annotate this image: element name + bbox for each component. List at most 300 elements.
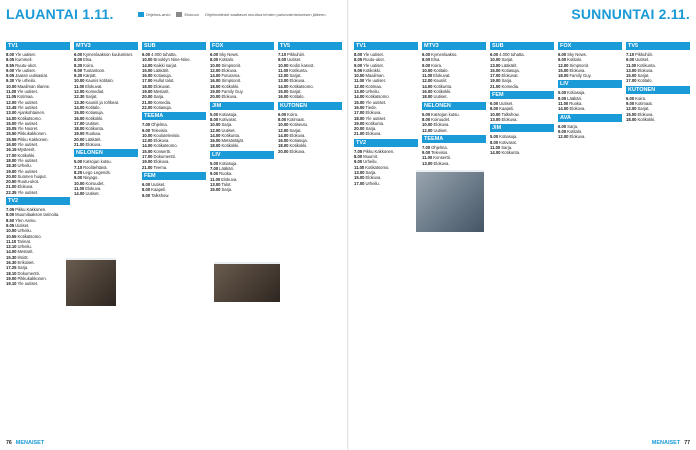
channel-header: SUB: [490, 42, 554, 50]
program-title: Pikkuhiiri.: [635, 52, 654, 57]
page-fold: [347, 0, 349, 450]
program-time: 6.00: [490, 101, 499, 107]
program-title: Kotiasuja.: [153, 104, 172, 110]
program-title: Kotikokki.: [433, 89, 452, 95]
program-title: Kotimaa.: [17, 94, 34, 100]
program-title: Kotikokki.: [363, 67, 382, 73]
program-time: 12.30: [74, 94, 85, 100]
program-time: 12.00: [422, 78, 433, 84]
program-row: [278, 149, 342, 154]
program-title: Dokumentti.: [153, 154, 176, 160]
program-title: Kotimaat.: [287, 116, 305, 122]
program-title: Katsojan kutsu.: [83, 159, 112, 165]
program-title: Simpsonit.: [221, 78, 242, 84]
program-title: Hullut talot.: [153, 78, 175, 84]
program-time: 11.00: [354, 164, 365, 170]
program-time: 18.00: [422, 94, 433, 100]
program-time: 11.00: [278, 67, 289, 73]
program-row: [142, 193, 206, 198]
program-time: 9.05: [354, 67, 363, 73]
program-time: 15.55: [6, 136, 17, 142]
program-time: 14.00: [490, 150, 501, 156]
program-title: Konsertti.: [433, 155, 451, 161]
program-time: 12.00: [142, 138, 153, 144]
program-time: 17.00: [490, 73, 501, 79]
program-title: Kotimaa.: [365, 83, 383, 89]
program-title: Kotikatsomo.: [365, 164, 390, 170]
program-time: 7.00: [142, 122, 151, 128]
program-title: Sarja.: [365, 169, 377, 175]
program-time: 20.00: [6, 173, 17, 179]
program-title: Yle uutiset.: [365, 99, 387, 105]
program-title: Uutiset.: [85, 191, 100, 197]
program-title: Brooklyn Nine-Nine.: [153, 57, 191, 63]
program-title: Elokuva.: [221, 94, 238, 100]
program-title: Yle uutiset.: [17, 89, 38, 95]
program-title: Muumilaakson tarinoita.: [15, 212, 60, 218]
program-title: Uutiset.: [433, 127, 448, 133]
program-row: [142, 105, 206, 110]
brand-right: MENAISET: [651, 440, 681, 446]
program-title: Yle uutiset.: [17, 99, 39, 105]
program-title: Elokuva.: [501, 116, 518, 122]
program-time: 16.00: [278, 94, 289, 100]
program-title: Kotitalo.: [219, 57, 235, 63]
program-title: Lääkäri.: [219, 166, 235, 172]
program-time: 19.00: [6, 275, 17, 281]
program-title: Sky News.: [567, 52, 587, 57]
channel-header: FOX: [558, 42, 622, 50]
program-title: Kotikatsomo.: [289, 83, 314, 89]
program-time: 18.00: [210, 143, 221, 149]
program-time: 21.00: [142, 164, 153, 170]
channel-header: TEEMA: [422, 135, 486, 143]
program-title: Elokuva.: [153, 138, 170, 144]
program-title: Kotikatsomo.: [17, 115, 42, 121]
program-title: Kotiasuja.: [219, 111, 238, 117]
program-time: 14.00: [142, 143, 153, 149]
program-title: Koulutelevisio.: [153, 132, 181, 138]
program-title: Uutiset.: [635, 57, 650, 63]
program-title: Kotitalo.: [289, 94, 305, 100]
program-row: [558, 73, 622, 78]
program-time: 14.00: [74, 104, 85, 110]
program-time: 18.30: [6, 163, 17, 169]
program-title: Uutiset.: [85, 120, 100, 126]
program-title: Talkshow.: [151, 192, 170, 198]
program-title: Pikku Kakkonen.: [363, 148, 395, 154]
program-title: Lego Legends.: [83, 169, 111, 175]
channel-header: TV5: [626, 42, 690, 50]
program-title: Kotitalo.: [567, 57, 583, 63]
channel-header: TV1: [6, 42, 70, 50]
page-number-left: 76: [6, 440, 12, 446]
program-title: Sarja.: [501, 144, 513, 150]
program-title: Ruutu-ukot.: [15, 62, 37, 68]
program-time: 21.00: [354, 131, 365, 137]
program-time: 9.30: [74, 73, 83, 79]
program-time: 15.00: [354, 175, 365, 181]
channel-header: LIV: [558, 80, 622, 88]
program-time: 13.00: [354, 89, 365, 95]
program-time: 8.00: [6, 212, 15, 218]
program-row: [278, 94, 342, 99]
program-title: Yle uutiset.: [15, 52, 36, 57]
program-title: Yle uutiset.: [17, 157, 39, 163]
program-title: Muumit.: [363, 154, 379, 160]
program-time: 13.00: [490, 62, 501, 68]
program-title: Urheilu.: [365, 89, 380, 95]
program-time: 12.10: [6, 244, 17, 250]
program-title: Kotiasuja.: [289, 138, 308, 144]
program-title: Urheilu.: [17, 228, 32, 234]
program-time: 7.05: [6, 207, 15, 213]
channel-header: SUB: [142, 42, 206, 50]
program-time: 12.00: [354, 83, 365, 89]
program-title: Ruutu-ukot.: [363, 57, 385, 63]
program-row: [210, 187, 274, 192]
program-title: Kotikunta.: [85, 126, 105, 132]
program-title: Komedia.: [153, 99, 172, 105]
program-time: 6.00: [210, 52, 219, 57]
program-row: [6, 190, 70, 195]
program-title: Konsertti.: [153, 148, 172, 154]
program-time: 8.00: [490, 106, 499, 112]
program-title: Yle uutiset.: [15, 67, 36, 73]
program-time: 8.25: [74, 169, 83, 175]
program-time: 9.00: [74, 175, 83, 181]
program-title: Kotikokki.: [289, 143, 308, 149]
program-time: 15.50: [6, 131, 17, 137]
program-time: 5.00: [558, 90, 567, 96]
program-title: Elokuva.: [569, 67, 586, 73]
program-title: Pikku Kakkonen.: [15, 207, 47, 213]
program-title: Kotikatsomo.: [153, 143, 178, 149]
program-time: 11.10: [6, 238, 17, 244]
program-row: [74, 191, 138, 196]
program-time: 20.00: [354, 126, 365, 132]
program-time: 12.00: [422, 127, 433, 133]
program-time: 19.00: [354, 120, 365, 126]
schedule-column: [210, 40, 274, 432]
program-title: Televisio.: [431, 150, 449, 156]
program-time: 9.05: [6, 222, 15, 228]
program-time: 15.00: [210, 187, 221, 193]
program-time: 20.00: [142, 94, 153, 100]
program-title: Kotitalo.: [85, 104, 101, 110]
program-title: Kotivarat.: [499, 139, 517, 145]
program-title: Tiede.: [365, 104, 377, 110]
program-title: Kymenlaakso.: [431, 52, 458, 57]
program-title: Komediat.: [85, 89, 105, 95]
program-title: Kotikatsomo.: [365, 94, 390, 100]
program-time: 5.00: [210, 111, 219, 117]
program-time: 12.00: [6, 99, 17, 105]
program-title: Elokuvat.: [85, 83, 103, 89]
program-time: 6.00: [558, 123, 567, 129]
program-title: Kauniit.: [433, 78, 448, 84]
program-title: Kotitalo.: [433, 67, 449, 73]
program-time: 11.00: [74, 83, 85, 89]
program-title: Elokuva.: [17, 184, 34, 190]
program-title: Yle uutiset.: [363, 62, 384, 68]
channel-header: MTV3: [74, 42, 138, 50]
program-time: 11.05: [6, 94, 17, 100]
program-time: 8.55: [6, 62, 15, 68]
program-time: 19.00: [490, 78, 501, 84]
program-title: Kotikokki.: [221, 83, 240, 89]
program-title: Sarjat.: [289, 73, 302, 79]
program-time: 5.00: [210, 160, 219, 166]
program-time: 16.00: [278, 138, 289, 144]
program-title: Elokuva.: [289, 132, 306, 138]
program-time: 19.00: [210, 89, 221, 95]
program-time: 13.00: [278, 78, 289, 84]
program-title: Ohjelma.: [431, 144, 448, 150]
program-row: [354, 181, 418, 186]
program-title: Elokuva.: [365, 175, 382, 181]
program-time: 10.00: [74, 180, 85, 186]
program-title: Lääkärit.: [153, 67, 170, 73]
program-title: Yle urheilu.: [15, 78, 37, 84]
program-title: 4.000 tuhatta.: [499, 52, 525, 57]
program-title: Elokuva.: [569, 134, 586, 140]
program-title: Maailman tilanne.: [17, 83, 51, 89]
program-time: 15.00: [74, 110, 85, 116]
program-time: 16.00: [210, 78, 221, 84]
program-time: 10.00: [354, 73, 365, 79]
program-title: Sarjat.: [637, 73, 650, 79]
program-title: Sarjat.: [501, 57, 514, 63]
program-time: 11.00: [354, 78, 365, 84]
program-time: 10.00: [278, 62, 289, 68]
program-time: 16.30: [6, 259, 17, 265]
program-title: Ruoka.: [569, 101, 583, 107]
program-time: 8.00: [6, 52, 15, 57]
program-time: 17.00: [354, 110, 365, 116]
program-time: 18.00: [210, 83, 221, 89]
program-time: 9.00: [422, 62, 431, 68]
program-title: Elokuva.: [153, 159, 170, 165]
program-title: Jaaran uutisasiat.: [15, 73, 48, 79]
program-title: Elokuva.: [289, 148, 306, 154]
program-time: 17.00: [626, 78, 637, 84]
program-time: 6.00: [422, 52, 431, 57]
program-time: 9.00: [74, 67, 83, 73]
program-title: Uutiset.: [433, 94, 448, 100]
program-time: 10.00: [422, 122, 433, 128]
program-title: Yle uutiset.: [17, 120, 39, 126]
program-time: 15.00: [278, 89, 289, 95]
program-title: Kärpät.: [83, 73, 97, 79]
program-time: 8.00: [142, 187, 151, 193]
program-title: Talot.: [221, 181, 232, 187]
movie-icon: [176, 12, 182, 17]
program-title: Elokuvat.: [153, 83, 171, 89]
program-row: [422, 161, 486, 166]
program-title: Kotiasuja.: [85, 110, 104, 116]
program-title: Elokuva.: [289, 78, 306, 84]
program-title: Urheilu.: [363, 159, 378, 165]
program-time: 18.00: [278, 143, 289, 149]
program-time: 10.00: [210, 122, 221, 128]
program-time: 6.00: [626, 95, 635, 101]
program-title: Kotiasuja.: [501, 67, 520, 73]
program-time: 12.00: [210, 67, 221, 73]
program-row: [626, 78, 690, 83]
schedule-column: [6, 40, 70, 432]
program-title: Roolitehtävä.: [83, 164, 108, 170]
program-title: Kotikokki.: [221, 143, 240, 149]
program-title: Kotikunta.: [289, 67, 308, 73]
program-row: [490, 117, 554, 122]
program-title: Elokuva.: [221, 176, 238, 182]
program-title: Yle uutiset.: [17, 104, 39, 110]
channel-header: FOX: [210, 42, 274, 50]
program-time: 9.00: [354, 62, 363, 68]
program-row: [626, 117, 690, 122]
program-time: 15.00: [558, 67, 569, 73]
program-title: Kotikunta.: [433, 83, 453, 89]
program-title: Sarja.: [501, 78, 513, 84]
program-time: 7.10: [626, 52, 635, 57]
program-time: 12.00: [278, 73, 289, 79]
program-time: 13.00: [490, 116, 501, 122]
program-title: Kotitalo.: [567, 128, 583, 134]
channel-header: AVA: [558, 114, 622, 122]
program-time: 9.00: [6, 67, 15, 73]
right-day-title: SUNNUNTAI 2.11.: [571, 6, 690, 22]
program-row: [422, 128, 486, 133]
program-time: 20.50: [6, 179, 17, 185]
program-time: 20.00: [278, 148, 289, 154]
program-time: 5.00: [74, 159, 83, 165]
program-title: Kotiasuja.: [153, 73, 172, 79]
program-title: Katsojan kutsu.: [431, 111, 460, 117]
program-title: Kaikki sarjat.: [153, 62, 178, 68]
schedule-column: [278, 40, 342, 432]
program-title: Kotiseutu.: [289, 122, 309, 128]
program-title: Ajankohtainen.: [17, 110, 46, 116]
program-time: 15.30: [6, 254, 17, 260]
program-time: 10.00: [490, 57, 501, 63]
program-title: Ruokaa.: [85, 131, 102, 137]
program-title: Kymenlaakson kuulumiset.: [83, 52, 133, 57]
program-row: [210, 143, 274, 148]
program-title: Sky News.: [219, 52, 239, 57]
program-time: 9.00: [558, 128, 567, 134]
program-time: 7.10: [74, 164, 83, 170]
right-footer: [348, 436, 696, 450]
program-title: 4.000 tuhatta.: [151, 52, 177, 57]
program-title: Kotikatsomo.: [17, 233, 42, 239]
channel-header: NELONEN: [422, 102, 486, 110]
program-title: Kaapeli.: [499, 106, 515, 112]
program-title: Elokuva.: [637, 111, 654, 117]
program-time: 8.00: [210, 57, 219, 63]
program-title: Elsa.: [431, 57, 441, 63]
program-title: Elokuva.: [85, 185, 102, 191]
program-time: 13.00: [210, 181, 221, 187]
program-title: Suomen huiput.: [17, 173, 47, 179]
program-title: Uutiset.: [151, 181, 166, 187]
program-time: 12.00: [558, 134, 569, 140]
program-time: 14.00: [142, 62, 153, 68]
program-title: Kotikunta.: [637, 62, 656, 68]
program-time: 16.00: [210, 138, 221, 144]
program-time: 10.00: [422, 67, 433, 73]
program-time: 12.45: [6, 104, 17, 110]
program-title: Teema.: [153, 164, 168, 170]
program-title: Kaunis kotitalo.: [85, 78, 114, 84]
program-time: 14.00: [6, 115, 17, 121]
program-time: 6.00: [278, 111, 287, 117]
program-title: Urheilu.: [17, 163, 32, 169]
program-time: 21.00: [74, 142, 85, 148]
program-title: Sarjat.: [85, 94, 98, 100]
program-title: Sarja.: [153, 94, 165, 100]
program-title: Sarja.: [221, 187, 233, 193]
program-title: Kaapeli.: [151, 187, 167, 193]
program-title: Kodin kasvot.: [289, 62, 315, 68]
program-title: Mysteerit.: [17, 147, 36, 153]
program-title: Elokuva.: [221, 67, 238, 73]
program-time: 14.00: [210, 132, 221, 138]
program-time: 11.00: [422, 155, 433, 161]
program-title: Metsästäjät.: [221, 138, 245, 144]
program-title: Yle uutiset.: [363, 52, 384, 57]
program-time: 17.00: [142, 78, 153, 84]
brand-left: MENAISET: [15, 440, 45, 446]
program-time: 8.05: [6, 57, 15, 63]
channel-header: TEEMA: [142, 112, 206, 120]
program-time: 15.05: [6, 126, 17, 132]
program-title: Elokuvat.: [433, 73, 451, 79]
program-row: [74, 142, 138, 147]
program-title: Kotivarat.: [219, 116, 237, 122]
program-time: 13.00: [6, 110, 17, 116]
channel-header: KUTONEN: [278, 102, 342, 110]
program-time: 8.00: [490, 139, 499, 145]
program-time: 16.00: [6, 142, 17, 148]
rating-icon: [138, 12, 144, 17]
channel-header: TV1: [354, 42, 418, 50]
program-time: 20.00: [210, 94, 221, 100]
program-title: Kotikokki.: [637, 116, 656, 122]
program-title: Ruoka.: [219, 171, 233, 177]
program-title: Elsa.: [83, 57, 93, 63]
program-time: 5.00: [490, 134, 499, 140]
program-title: Erikoiset.: [17, 259, 35, 265]
program-time: 8.00: [354, 52, 363, 57]
program-title: Koira.: [287, 111, 299, 117]
channel-header: JIM: [490, 124, 554, 132]
program-time: 9.00: [142, 127, 151, 133]
program-title: Elokuvat.: [501, 73, 519, 79]
channel-header: KUTONEN: [626, 86, 690, 94]
program-time: 21.00: [142, 99, 153, 105]
program-time: 6.00: [490, 52, 499, 57]
program-time: 14.00: [422, 83, 433, 89]
program-time: 8.00: [74, 57, 83, 63]
program-time: 6.00: [558, 52, 567, 57]
program-time: 10.00: [278, 122, 289, 128]
program-title: Futurama.: [221, 73, 241, 79]
program-time: 11.00: [74, 185, 85, 191]
program-title: Talkshow.: [501, 111, 520, 117]
program-title: Urheilu.: [365, 180, 380, 186]
program-title: Kotikunta.: [365, 120, 385, 126]
